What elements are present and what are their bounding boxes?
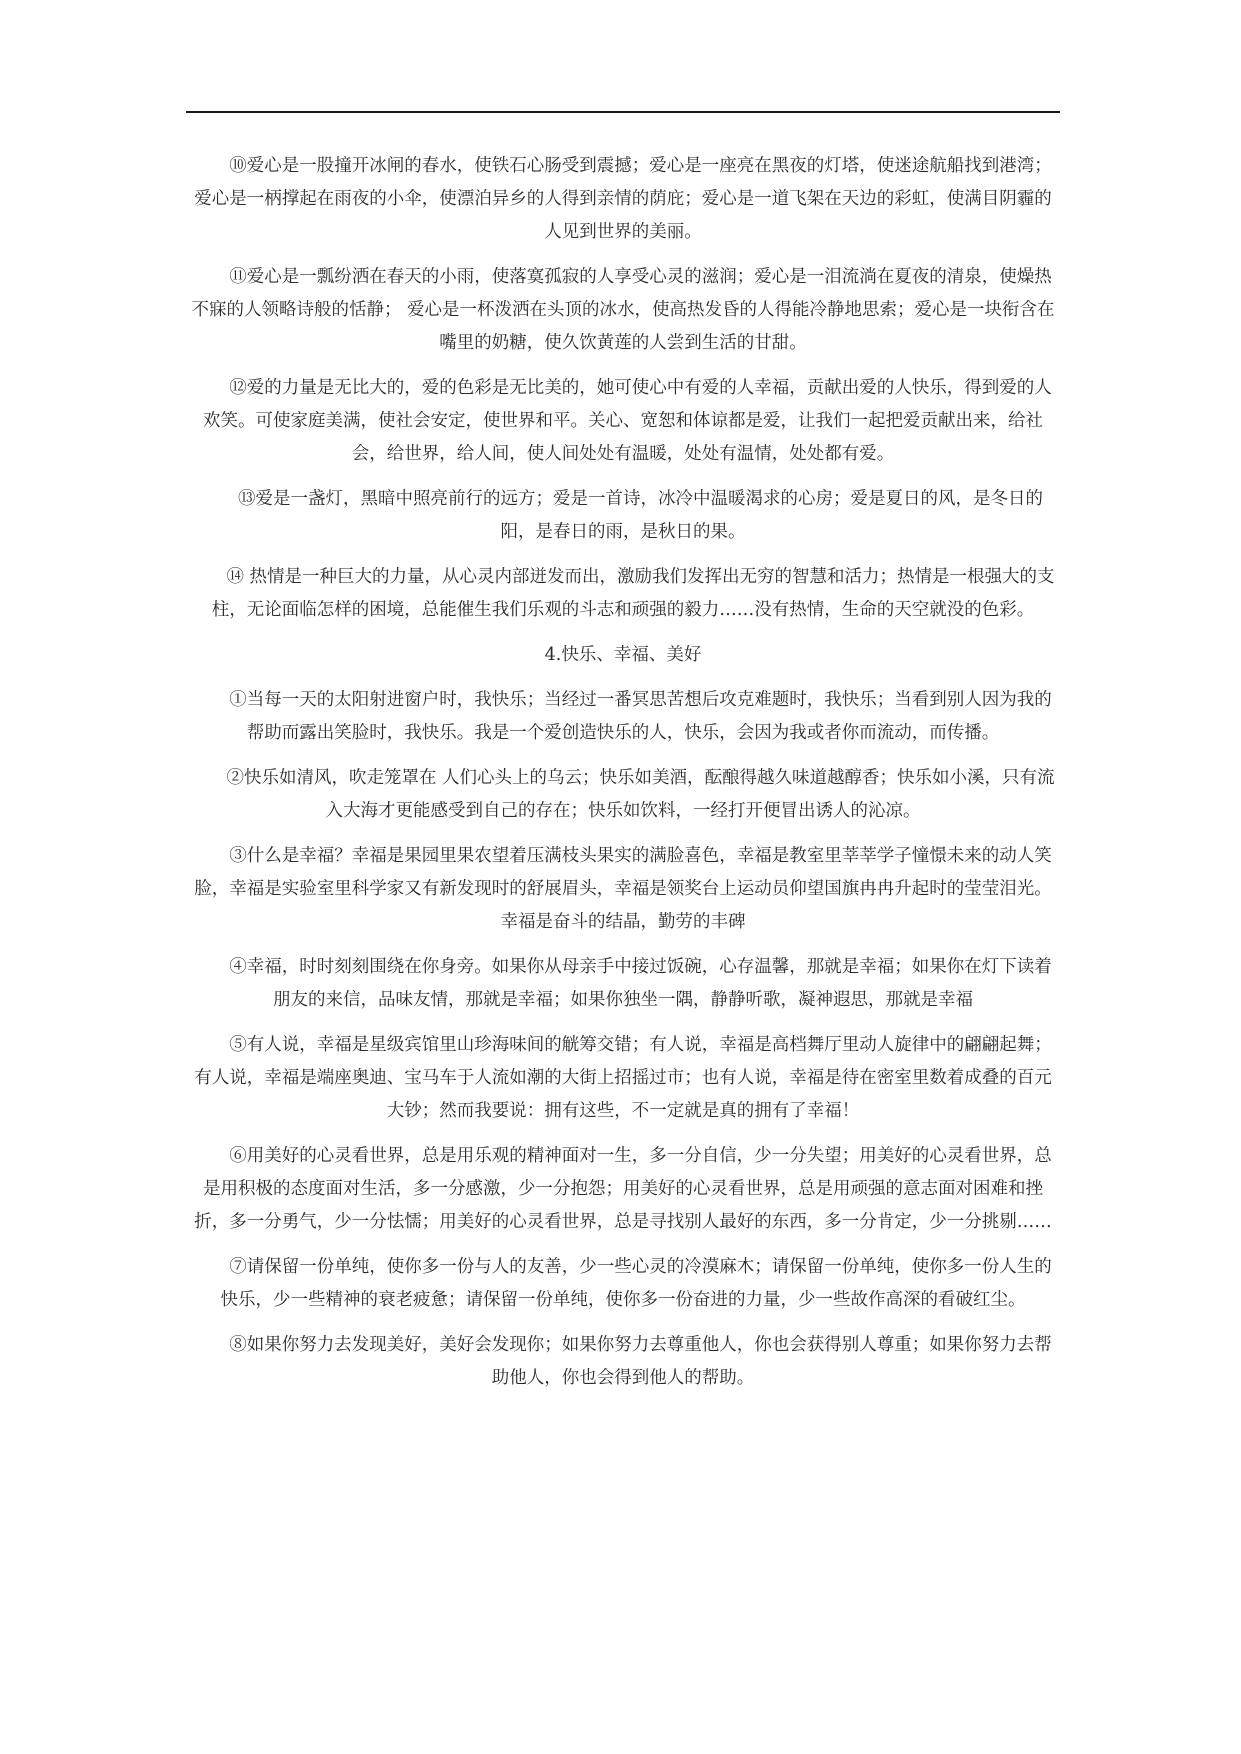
paragraph-happy-5: ⑤有人说，幸福是星级宾馆里山珍海味间的觥筹交错；有人说，幸福是高档舞厅里动人旋律中的翩翩起舞；有人说，幸福是端座奥迪、宝马车于人流如潮的大街上招摇过市；也有人说，幸福是待在密室里数着成叠的百元大钞；然而我要说：拥有这些，不一定就是真的拥有了幸福！ — [194, 1035, 1052, 1121]
paragraph-love-10: ⑩爱心是一股撞开冰闸的春水，使铁石心肠受到震撼；爱心是一座亮在黑夜的灯塔，使迷途航船找到港湾；爱心是一柄撑起在雨夜的小伞，使漂泊异乡的人得到亲情的荫庇；爱心是一道飞架在天边的彩虹，使满目阴霾的人见到世界的美丽。 — [194, 156, 1052, 242]
paragraph-love-12: ⑫爱的力量是无比大的，爱的色彩是无比美的，她可使心中有爱的人幸福，贡献出爱的人快乐，得到爱的人欢笑。可使家庭美满，使社会安定，使世界和平。关心、宽恕和体谅都是爱，让我们一起把爱贡献出来，给社会，给世界，给人间，使人间处处有温暖，处处有温情，处处都有爱。 — [203, 378, 1052, 464]
paragraph-happy-8: ⑧如果你努力去发现美好，美好会发现你；如果你努力去尊重他人，你也会获得别人尊重；如果你努力去帮助他人，你也会得到他人的帮助。 — [229, 1335, 1052, 1388]
paragraph-happy-7: ⑦请保留一份单纯，使你多一份与人的友善，少一些心灵的冷漠麻木；请保留一份单纯，使你多一份人生的快乐，少一些精神的衰老疲惫；请保留一份单纯，使你多一份奋进的力量，少一些故作高深的看破红尘。 — [220, 1257, 1052, 1310]
paragraph-happy-4: ④幸福，时时刻刻围绕在你身旁。如果你从母亲手中接过饭碗，心存温馨，那就是幸福；如果你在灯下读着朋友的来信，品味友情，那就是幸福；如果你独坐一隅，静静听歌，凝神遐思，那就是幸福 — [229, 957, 1052, 1010]
header-rule — [186, 111, 1060, 113]
paragraph-love-13: ⑬爱是一盏灯，黑暗中照亮前行的远方；爱是一首诗，冰冷中温暖渴求的心房；爱是夏日的风，是冬日的阳，是春日的雨，是秋日的果。 — [238, 489, 1043, 542]
paragraph-happy-6: ⑥用美好的心灵看世界，总是用乐观的精神面对一生，多一分自信，少一分失望；用美好的心灵看世界，总是用积极的态度面对生活，多一分感激，少一分抱怨；用美好的心灵看世界，总是用顽强的意志面对困难和挫折，多一分勇气，少一分怯懦；用美好的心灵看世界，总是寻找别人最好的东西，多一分肯定，少一分挑剔…… — [194, 1146, 1052, 1232]
paragraph-love-11: ⑪爱心是一瓢纷洒在春天的小雨，使落寞孤寂的人享受心灵的滋润；爱心是一泪流淌在夏夜的清泉，使燥热不寐的人领略诗般的恬静； 爱心是一杯泼洒在头顶的冰水，使高热发昏的人得能冷静地思索；爱心是一块衔含在嘴里的奶糖，使久饮黄莲的人尝到生活的甘甜。 — [191, 267, 1055, 353]
paragraph-happy-3: ③什么是幸福？幸福是果园里果农望着压满枝头果实的满脸喜色，幸福是教室里莘莘学子憧憬未来的动人笑脸，幸福是实验室里科学家又有新发现时的舒展眉头，幸福是领奖台上运动员仰望国旗冉冉升起时的莹莹泪光。幸福是奋斗的结晶，勤劳的丰碑 — [194, 846, 1052, 932]
paragraph-passion-14: ⑭ 热情是一种巨大的力量，从心灵内部迸发而出，激励我们发挥出无穷的智慧和活力；热情是一根强大的支柱，无论面临怎样的困境，总能催生我们乐观的斗志和顽强的毅力……没有热情，生命的天空就没的色彩。 — [211, 567, 1055, 620]
section-heading: 4.快乐、幸福、美好 — [544, 645, 702, 665]
paragraph-happy-2: ②快乐如清风，吹走笼罩在 人们心头上的乌云；快乐如美酒，酝酿得越久味道越醇香；快乐如小溪，只有流入大海才更能感受到自己的存在；快乐如饮料，一经打开便冒出诱人的沁凉。 — [226, 768, 1055, 821]
document-body — [186, 150, 1060, 1407]
paragraph-happy-1: ①当每一天的太阳射进窗户时，我快乐；当经过一番冥思苦想后攻克难题时，我快乐；当看到别人因为我的帮助而露出笑脸时，我快乐。我是一个爱创造快乐的人，快乐，会因为我或者你而流动，而传播。 — [229, 690, 1052, 743]
